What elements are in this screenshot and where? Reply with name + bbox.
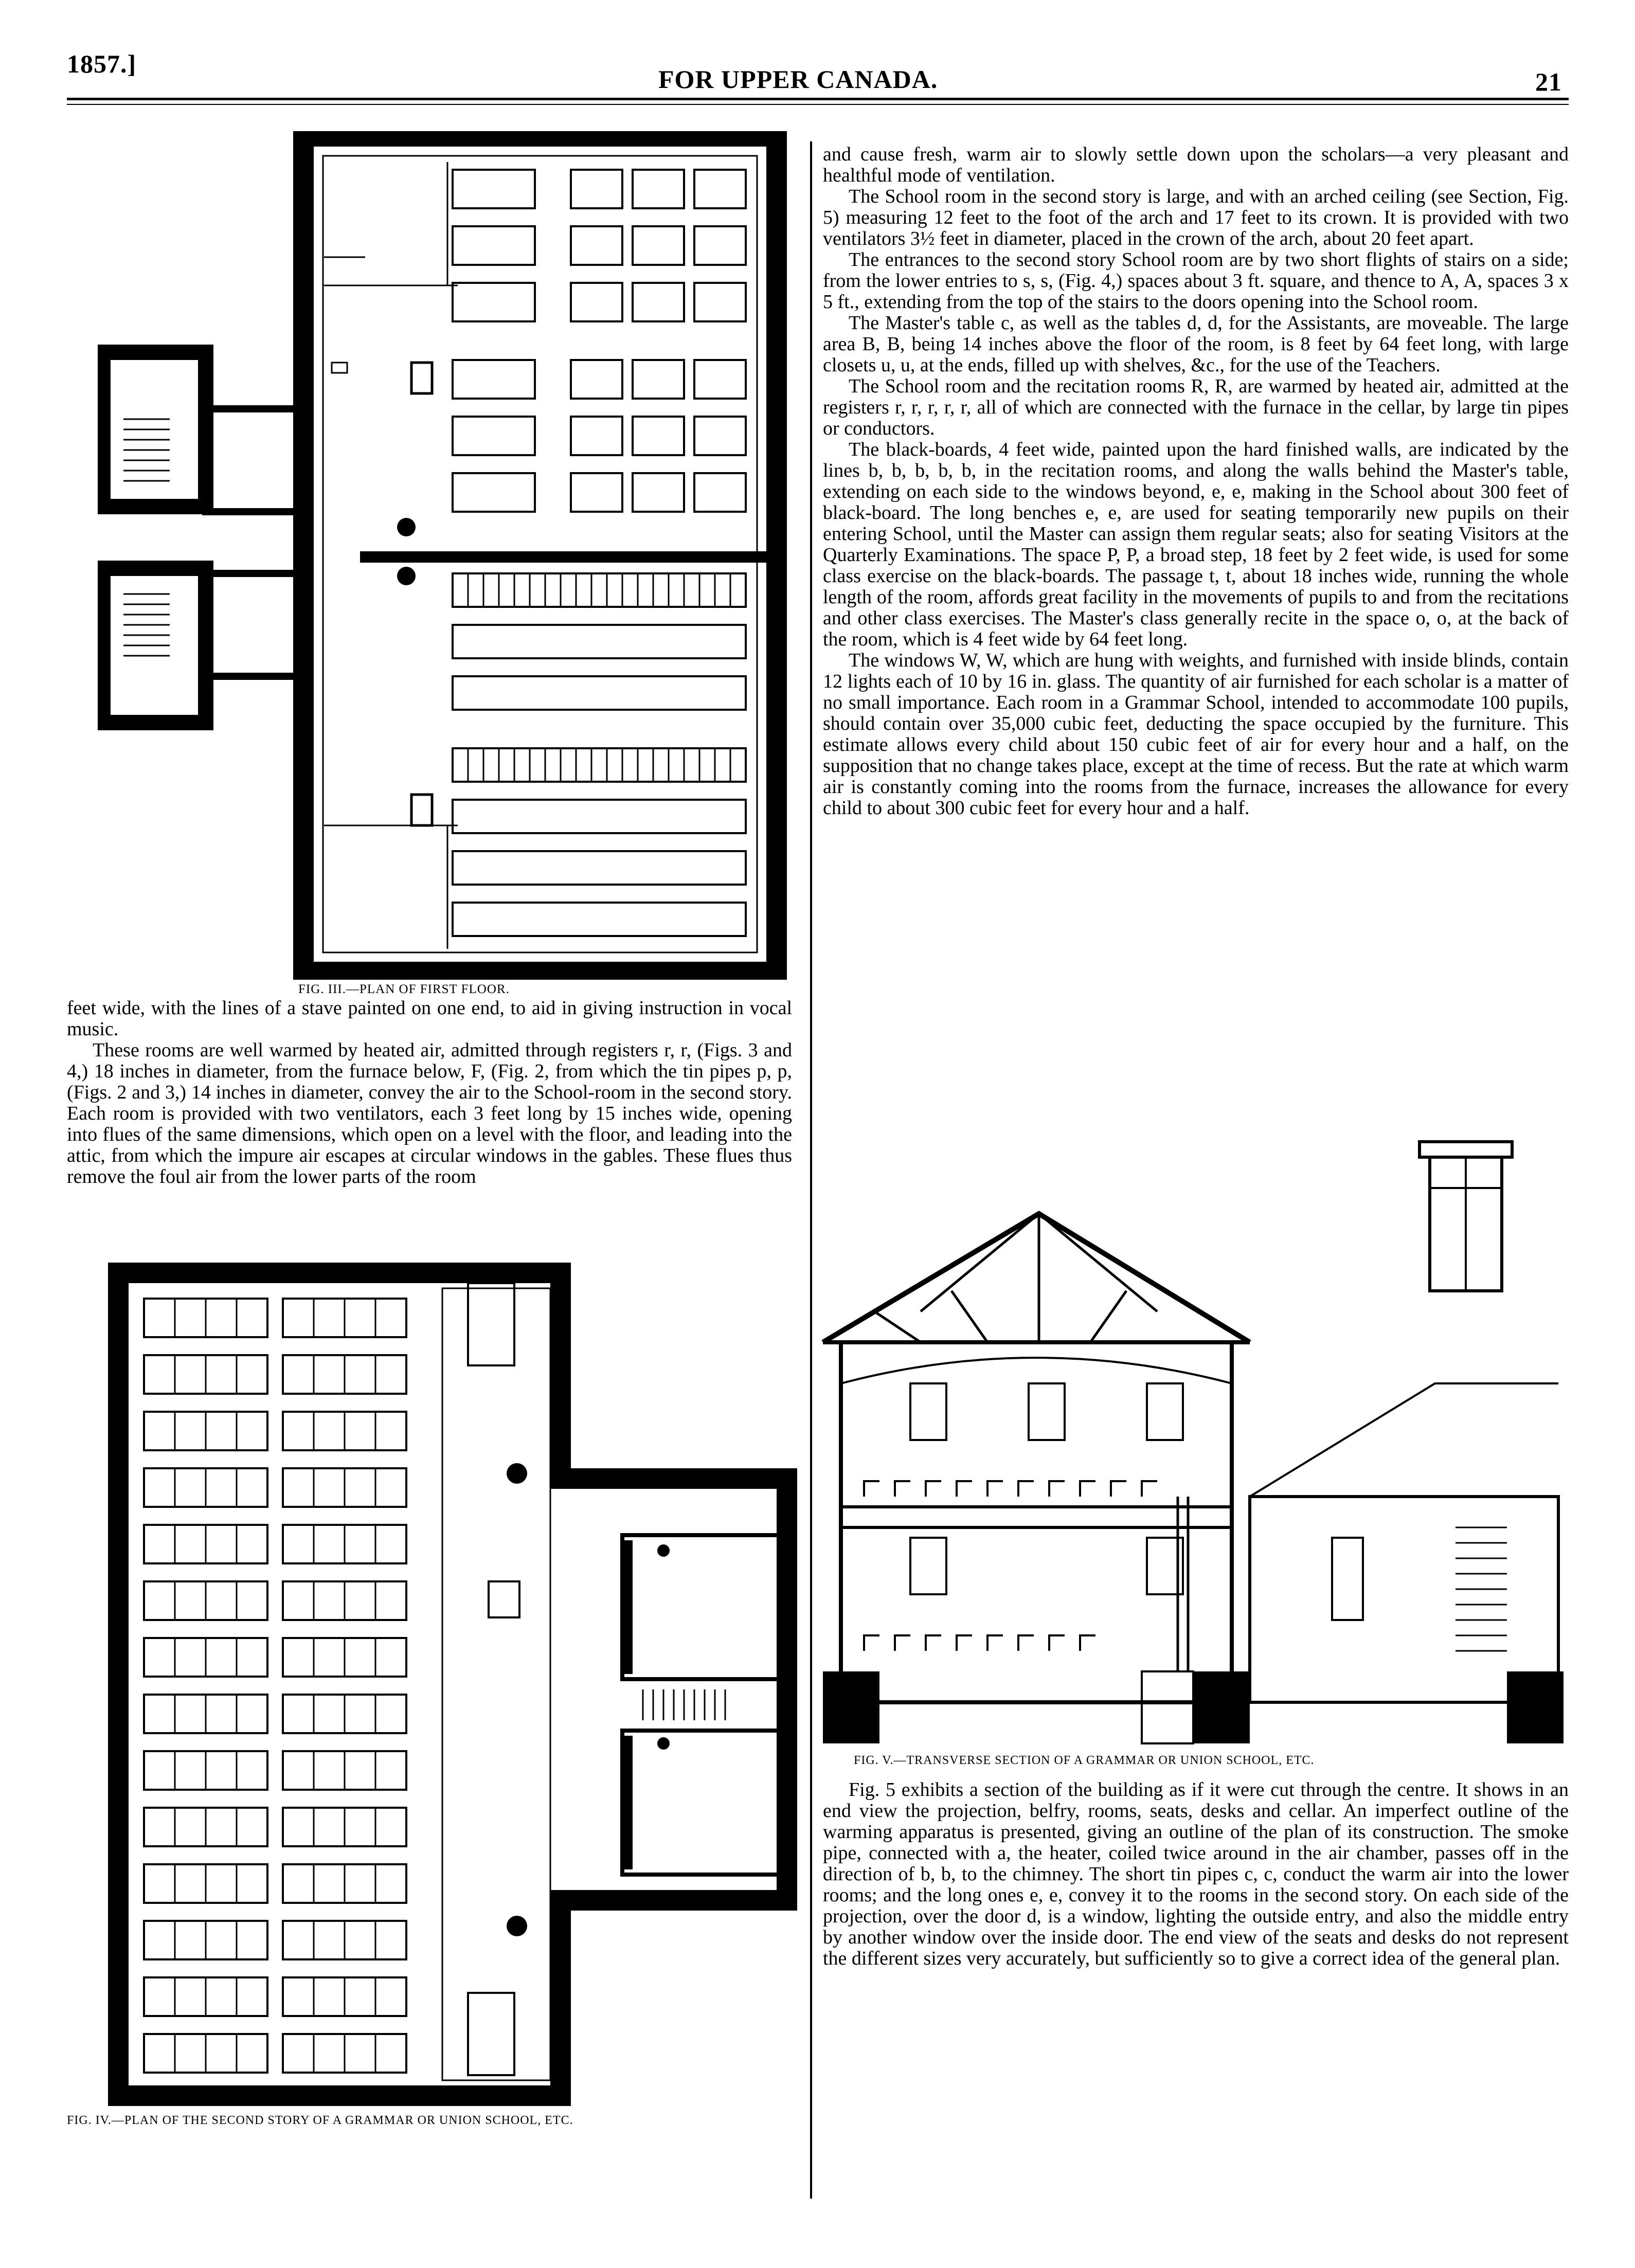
right-paragraph-6: The black-boards, 4 feet wide, painted upon the hard finished walls, are indicated by the lines b, b, b, b, b, in the recitation rooms, and along the walls behind the Master's table, extending on each side to the windows beyond, e, e, making in the School about 300 feet of black-board. The long benches e, e, are used for seating temporarily new pupils on their entering School, until the Master can assign them regular seats; also for seating Visitors at the Quarterly Examinations. The space P, P, a broad step, 18 feet by 2 feet wide, is used for some class exercise on the black-boards. The passage t, t, about 18 inches wide, running the whole length of the room, affords great facility in the movements of pupils to and from the recitations and other class exercises. The Master's class generally recite in the space o, o, at the back of the room, which is 4 feet wide by 64 feet long.	[823, 439, 1569, 650]
left-paragraph-2: These rooms are well warmed by heated air, admitted through registers r, r, (Figs. 3 and 4,) 18 inches in diameter, from the furnace below, F, (Fig. 2, from which the tin pipes p, p, (Figs. 2 and 3,) 14 inches in diameter, convey the air to the School-room in the second story. Each room is provided with two ventilators, each 3 feet long by 15 inches wide, opening into flues of the same dimensions, which open on a level with the floor, and leading into the attic, from which the impure air escapes at circular windows in the gables. These flues thus remove the foul air from the lower parts of the room	[67, 1039, 792, 1187]
left-column-text	[67, 998, 792, 1187]
right-paragraph-5: The School room and the recitation rooms R, R, are warmed by heated air, admitted at the registers r, r, r, r, r, all of which are connected with the furnace in the cellar, by large tin pipes or conductors.	[823, 375, 1569, 439]
right-paragraph-4: The Master's table c, as well as the tables d, d, for the Assistants, are moveable. The large area B, B, being 14 inches above the floor of the room, is 8 feet by 64 feet long, with large closets u, u, at the ends, filled up with shelves, &c., for the use of the Teachers.	[823, 312, 1569, 376]
header-rule-bottom	[67, 104, 1569, 105]
fig3-plan-first-floor	[98, 131, 792, 980]
header-left: 1857.]	[67, 49, 137, 78]
right-paragraph-3: The entrances to the second story School room are by two short flights of stairs on a side; from the lower entries to s, s, (Fig. 4,) spaces about 3 ft. square, and thence to A, A, spaces 3 x 5 ft., extending from the top of the stairs to the doors opening into the School room.	[823, 249, 1569, 313]
right-paragraph-2: The School room in the second story is large, and with an arched ceiling (see Section, Fig. 5) measuring 12 feet to the foot of the arch and 17 feet to its crown. It is provided with two ventilators 3½ feet in diameter, placed in the crown of the arch, about 20 feet apart.	[823, 186, 1569, 249]
right-paragraph-1: and cause fresh, warm air to slowly settle down upon the scholars—a very pleasant and healthful mode of ventilation.	[823, 143, 1569, 186]
fig5-transverse-section	[818, 1137, 1569, 1749]
fig4-plan-second-story	[108, 1263, 797, 2106]
header-center: FOR UPPER CANADA.	[658, 65, 938, 94]
column-rule	[810, 141, 812, 2199]
right-column-text	[823, 144, 1569, 819]
fig3-caption: FIG. III.—PLAN OF FIRST FLOOR.	[298, 982, 510, 996]
page-number: 21	[1535, 67, 1562, 96]
fig4-caption: FIG. IV.—PLAN OF THE SECOND STORY OF A GRAMMAR OR UNION SCHOOL, ETC.	[67, 2114, 573, 2127]
right-paragraph-7: The windows W, W, which are hung with weights, and furnished with inside blinds, contain 12 lights each of 10 by 16 in. glass. The quantity of air furnished for each scholar is a matter of no small importance. Each room in a Grammar School, intended to accommodate 100 pupils, should contain over 35,000 cubic feet, deducting the space occupied by the furniture. This estimate allows every child about 150 cubic feet of air for every hour and a half, on the supposition that no change takes place, except at the time of recess. But the rate at which warm air is constantly coming into the rooms from the furnace, increases the allowance for every child to about 300 cubic feet for every hour and a half.	[823, 650, 1569, 819]
left-paragraph-1: feet wide, with the lines of a stave painted on one end, to aid in giving instruction in vocal music.	[67, 997, 792, 1040]
fig5-paragraph: Fig. 5 exhibits a section of the building as if it were cut through the centre. It shows in an end view the projection, belfry, rooms, seats, desks and cellar. An imperfect outline of the warming apparatus is presented, giving an outline of the plan of its construction. The smoke pipe, connected with a, the heater, coiled twice around in the air chamber, passes off in the direction of b, b, to the chimney. The short tin pipes c, c, conduct the warm air into the lower rooms; and the long ones e, e, convey it to the rooms in the second story. On each side of the projection, over the door d, is a window, lighting the outside entry, and also the middle entry by another window over the inside door. The end view of the seats and desks do not represent the different sizes very accurately, but sufficiently so to give a correct idea of the general plan.	[823, 1779, 1569, 1969]
header-rule-top	[67, 98, 1569, 100]
fig5-description	[823, 1779, 1569, 1969]
fig5-caption: FIG. V.—TRANSVERSE SECTION OF A GRAMMAR OR UNION SCHOOL, ETC.	[854, 1754, 1315, 1767]
